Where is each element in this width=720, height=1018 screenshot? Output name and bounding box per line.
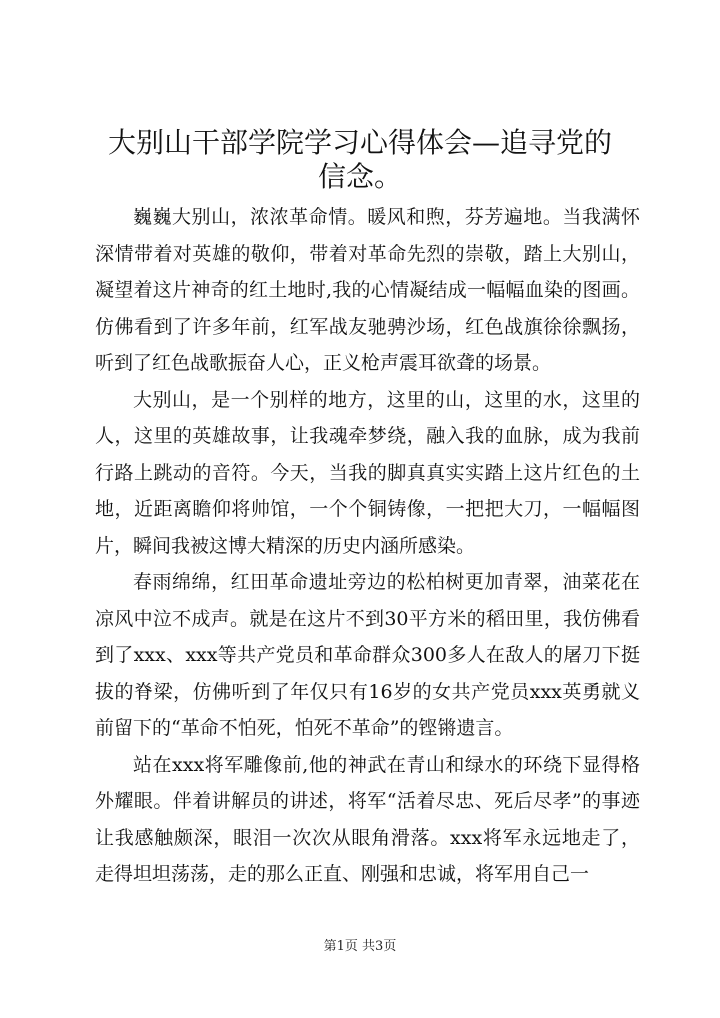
paragraph-3: 春雨绵绵，红田革命遗址旁边的松柏树更加青翠，油菜花在凉风中泣不成声。就是在这片不到30平方米的稻田里，我仿佛看到了xxx、xxx等共产党员和革命群众300多人在敌人的屠刀下挺拔的脊梁，仿佛听到了年仅只有16岁的女共产党员xxx英勇就义前留下的“革命不怕死，怕死不革命”的铿锵遗言。 <box>95 571 640 739</box>
paragraph-1: 巍巍大别山，浓浓革命情。暖风和煦，芬芳遍地。当我满怀深情带着对英雄的敬仰，带着对革命先烈的崇敬，踏上大别山，凝望着这片神奇的红土地时,我的心情凝结成一幅幅血染的图画。仿佛看到了许多年前，红军战友驰骋沙场，红色战旗徐徐飘扬，听到了红色战歌振奋人心，正义枪声震耳欲聋的场景。 <box>95 206 640 374</box>
paragraph-4: 站在xxx将军雕像前,他的神武在青山和绿水的环绕下显得格外耀眼。伴着讲解员的讲述，将军“活着尽忠、死后尽孝”的事迹让我感触颇深，眼泪一次次从眼角滑落。xxx将军永远地走了，走得坦坦荡荡，走的那么正直、刚强和忠诚，将军用自己一 <box>95 753 640 885</box>
paragraph-2: 大别山，是一个别样的地方，这里的山，这里的水，这里的人，这里的英雄故事，让我魂牵梦绕，融入我的血脉，成为我前行路上跳动的音符。今天，当我的脚真真实实踏上这片红色的土地，近距离瞻仰将帅馆，一个个铜铸像，一把把大刀，一幅幅图片，瞬间我被这博大精深的历史内涵所感染。 <box>95 388 640 557</box>
page-footer: 第1页 共3页 <box>323 939 397 954</box>
document-title: 大别山干部学院学习心得体会—追寻党的信念。 <box>107 126 612 193</box>
document-body <box>95 199 640 893</box>
